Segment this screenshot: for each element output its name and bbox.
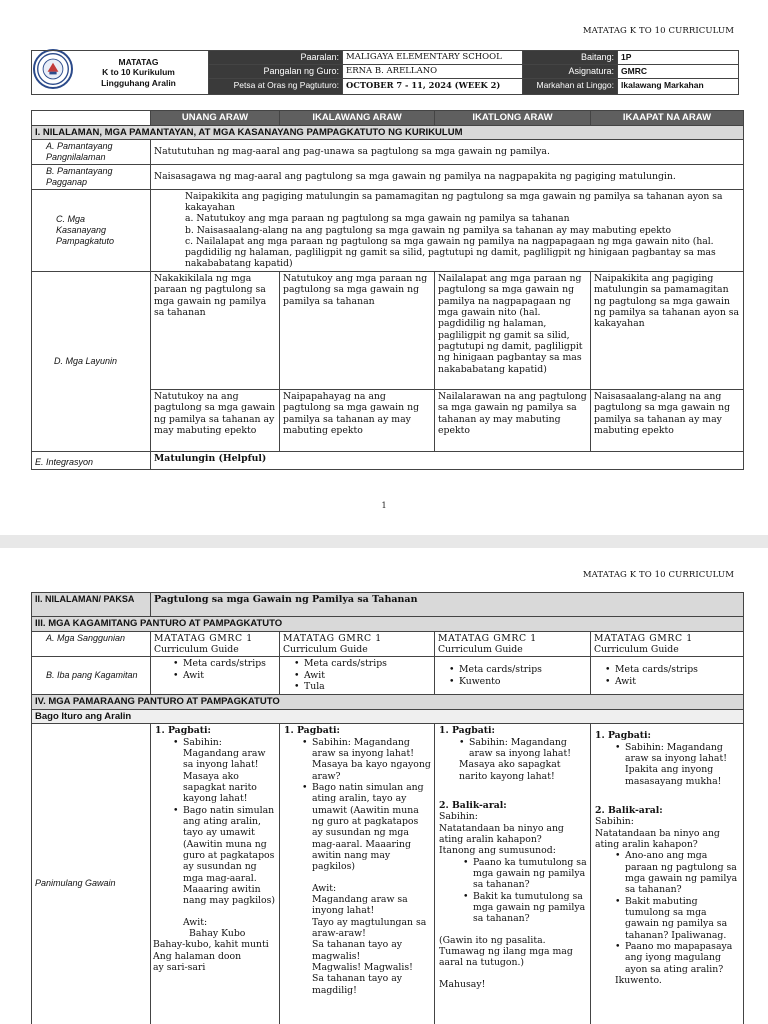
baitang-label: Baitang: bbox=[523, 51, 618, 65]
pamantayang-pagganap-text: Naisasagawa ng mag-aaral ang pagtulong sa mga gawain ng pamilya na nagpapakita ng pagiging matulungin. bbox=[151, 165, 744, 190]
page-2 bbox=[0, 548, 768, 1024]
curriculum-header: MATATAG K TO 10 CURRICULUM bbox=[582, 26, 734, 36]
kagamitan-1 bbox=[151, 657, 280, 695]
paaralan-label: Paaralan: bbox=[209, 51, 343, 65]
day-header-2: IKALAWANG ARAW bbox=[280, 111, 435, 126]
list-item: • Sabihin: Magandang araw sa inyong lahat! Masaya ba kayo ngayong araw? bbox=[302, 737, 431, 782]
kagamitan-4 bbox=[591, 657, 744, 695]
lesson-title-block: MATATAG K to 10 Kurikulum Lingguhang Aralin bbox=[32, 51, 209, 95]
list-item: • Bago natin simulan ang ating aralin, tayo ay umawit (Aawitin muna ng guro at pagkatapos ay susundan ng mga mag-aaral. Maaaring awitin nang may pagkilos) bbox=[173, 805, 276, 907]
panimula-day2: 1. Pagbati: • Sabihin: Magandang araw sa inyong lahat! Masaya ba kayo ngayong araw? • Bago natin simulan ang ating aralin, tayo ay umawit (Aawitin muna ng guro at pagkatapos ay susundan ng mga mag-aaral. Maaaring awitin nang may pagkilos) Awit: Magandang araw sa inyong lahat! Tayo ay magtulungan sa araw-araw! Sa tahanan tayo ay magwalis! Magwalis! Magwalis! Sa tahanan tayo ay magdilig! bbox=[280, 724, 435, 1024]
list-item: • Sabihin: Magandang araw sa inyong lahat! Masaya ako sapagkat narito kayong lahat! bbox=[173, 737, 276, 805]
day-header-1: UNANG ARAW bbox=[151, 111, 280, 126]
list-item: • Meta cards/strips bbox=[294, 658, 431, 669]
panimula-day4: 1. Pagbati: • Sabihin: Magandang araw sa inyong lahat! Ipakita ang inyong masasayang mukha! 2. Balik-aral: Sabihin: Natatandaan ba ninyo ang ating aralin kahapon? • Ano-ano ang mga paraan ng pagtulong sa mga gawain ng pamilya sa tahanan? • Bakit mabuting tumulong sa mga gawain ng pamilya sa tahanan? Ipaliwanag. • Paano mo mapapasaya ang iyong magulang ayon sa ating aralin? Ikuwento. bbox=[591, 724, 744, 1024]
paaralan-value: MALIGAYA ELEMENTARY SCHOOL bbox=[343, 51, 523, 65]
layunin-4b: Naisasaalang-alang na ang pagtulong sa mga gawain ng pamilya sa tahanan ay may mabuting epekto bbox=[591, 390, 744, 452]
section3-title: III. MGA KAGAMITANG PANTURO AT PAMPAGKATUTO bbox=[32, 617, 744, 632]
list-item: • Bakit ka tumutulong sa mga gawain ng pamilya sa tahanan? bbox=[463, 891, 587, 925]
layunin-3a: Nailalapat ang mga paraan ng pagtulong sa mga gawain ng pamilya na nagpapagaan ng mga gawain nito (hal. pagdidilig ng halaman, pagliligpit ng gamit sa silid, pagtutupi ng damit, pagliligpit ng hinigaan pagbantay sa mas nakababatang kapatid) bbox=[435, 272, 591, 390]
kasanayang-label: C. Mga Kasanayang Pampagkatuto bbox=[32, 190, 151, 272]
kasanayang-text: Naipakikita ang pagiging matulungin sa pamamagitan ng pagtulong sa mga gawain ng pamilya sa tahanan ayon sa kakayahan a. Natutukoy ang mga paraan ng pagtulong sa mga gawain ng pamilya sa tahanan b. Naisasaalang-alang na ang pagtulong sa mga gawain ng pamilya sa tahanan ay may mabuting epekto c. Nailalapat ang mga paraan ng pagtulong sa mga gawain ng pamilya na nagpapagaan ng mga gawain nito (hal. pagdidilig ng halaman, pagliligpit ng gamit sa silid, pagtutupi ng damit, pagliligpit ng hinigaan pagbantay sa mas nakababatang kapatid) bbox=[151, 190, 744, 272]
pamantayang-pangnilalaman-label: A. Pamantayang Pangnilalaman bbox=[32, 140, 151, 165]
petsa-label: Petsa at Oras ng Pagtuturo: bbox=[209, 78, 343, 94]
kagamitan-3 bbox=[435, 657, 591, 695]
markahan-value: Ikalawang Markahan bbox=[618, 78, 739, 94]
asignatura-label: Asignatura: bbox=[523, 64, 618, 78]
baitang-value: 1P bbox=[618, 51, 739, 65]
layunin-4a: Naipakikita ang pagiging matulungin sa pamamagitan ng pagtulong sa mga gawain ng pamilya sa tahanan ayon sa kakayahan bbox=[591, 272, 744, 390]
layunin-2a: Natutukoy ang mga paraan ng pagtulong sa mga gawain ng pamilya sa tahanan bbox=[280, 272, 435, 390]
asignatura-value: GMRC bbox=[618, 64, 739, 78]
layunin-2b: Naipapahayag na ang pagtulong sa mga gawain ng pamilya sa tahanan ay may mabuting epekto bbox=[280, 390, 435, 452]
list-item: • Awit bbox=[173, 670, 276, 681]
day-header-4: IKAAPAT NA ARAW bbox=[591, 111, 744, 126]
section4-title: IV. MGA PAMARAANG PANTURO AT PAMPAGKATUTO bbox=[32, 695, 744, 710]
list-item: • Awit bbox=[605, 676, 740, 687]
list-item: • Awit bbox=[294, 670, 431, 681]
section4-subtitle: Bago Ituro ang Aralin bbox=[32, 709, 744, 724]
layunin-1b: Natutukoy na ang pagtulong sa mga gawain ng pamilya sa tahanan ay may mabuting epekto bbox=[151, 390, 280, 452]
kagamitan-2 bbox=[280, 657, 435, 695]
panimula-day1: 1. Pagbati: • Sabihin: Magandang araw sa inyong lahat! Masaya ako sapagkat narito kayong lahat! • Bago natin simulan ang ating aralin, tayo ay umawit (Aawitin muna ng guro at pagkatapos ay susundan ng mga mag-aaral. Maaaring awitin nang may pagkilos) Awit: Bahay Kubo Bahay-kubo, kahit munti Ang halaman doon ay sari-sari bbox=[151, 724, 280, 1024]
list-item: • Bakit mabuting tumulong sa mga gawain ng pamilya sa tahanan? Ipaliwanag. bbox=[615, 896, 740, 941]
pamantayang-pangnilalaman-text: Natututuhan ng mag-aaral ang pag-unawa sa pagtulong sa mga gawain ng pamilya. bbox=[151, 140, 744, 165]
list-item: • Tula bbox=[294, 681, 431, 692]
list-item: • Paano mo mapapasaya ang iyong magulang ayon sa ating aralin? bbox=[615, 941, 740, 975]
panimula-day3: 1. Pagbati: • Sabihin: Magandang araw sa inyong lahat! Masaya ako sapagkat narito kayong lahat! 2. Balik-aral: Sabihin: Natatandaan ba ninyo ang ating aralin kahapon? Itanong ang sumusunod: • Paano ka tumutulong sa mga gawain ng pamilya sa tahanan? • Bakit ka tumutulong sa mga gawain ng pamilya sa tahanan? (Gawin ito ng pasalita. Tumawag ng ilang mga mag aaral na tutugon.) Mahusay! bbox=[435, 724, 591, 1024]
section2-4-table bbox=[31, 592, 744, 1024]
corner-cell bbox=[32, 111, 151, 126]
page-number: 1 bbox=[381, 501, 387, 510]
sanggunian-1: MATATAG GMRC 1 Curriculum Guide bbox=[151, 631, 280, 657]
guro-label: Pangalan ng Guro: bbox=[209, 64, 343, 78]
sanggunian-3: MATATAG GMRC 1 Curriculum Guide bbox=[435, 631, 591, 657]
list-item: • Ano-ano ang mga paraan ng pagtulong sa mga gawain ng pamilya sa tahanan? bbox=[615, 850, 740, 895]
nilalaman-label: II. NILALAMAN/ PAKSA bbox=[32, 593, 151, 617]
list-item: • Sabihin: Magandang araw sa inyong lahat! bbox=[459, 737, 587, 760]
section1-table bbox=[31, 110, 744, 470]
sanggunian-4: MATATAG GMRC 1 Curriculum Guide bbox=[591, 631, 744, 657]
nilalaman-text: Pagtulong sa mga Gawain ng Pamilya sa Tahanan bbox=[151, 593, 744, 617]
petsa-value: OCTOBER 7 - 11, 2024 (WEEK 2) bbox=[343, 78, 523, 94]
panimulang-gawain-label: Panimulang Gawain bbox=[32, 724, 151, 1024]
list-item: • Bago natin simulan ang ating aralin, tayo ay umawit (Aawitin muna ng guro at pagkatapos ay susundan ng mga mag-aaral. Maaaring awitin nang may pagkilos) bbox=[302, 782, 431, 873]
list-item: • Kuwento bbox=[449, 676, 587, 687]
section1-title: I. NILALAMAN, MGA PAMANTAYAN, AT MGA KASANAYANG PAMPAGKATUTO NG KURIKULUM bbox=[32, 125, 744, 140]
curriculum-header-2: MATATAG K TO 10 CURRICULUM bbox=[582, 570, 734, 580]
list-item: • Meta cards/strips bbox=[173, 658, 276, 669]
layunin-1a: Nakakikilala ng mga paraan ng pagtulong sa mga gawain ng pamilya sa tahanan bbox=[151, 272, 280, 390]
markahan-label: Markahan at Linggo: bbox=[523, 78, 618, 94]
mga-layunin-label: D. Mga Layunin bbox=[32, 272, 151, 452]
kagamitan-label: B. Iba pang Kagamitan bbox=[32, 657, 151, 695]
pamantayang-pagganap-label: B. Pamantayang Pagganap bbox=[32, 165, 151, 190]
list-item: • Meta cards/strips bbox=[449, 664, 587, 675]
sanggunian-label: A. Mga Sanggunian bbox=[32, 631, 151, 657]
info-table bbox=[31, 50, 739, 95]
list-item: • Sabihin: Magandang araw sa inyong lahat! Ipakita ang inyong masasayang mukha! bbox=[615, 742, 740, 787]
list-item: • Meta cards/strips bbox=[605, 664, 740, 675]
integrasyon-label: E. Integrasyon bbox=[32, 452, 151, 470]
sanggunian-2: MATATAG GMRC 1 Curriculum Guide bbox=[280, 631, 435, 657]
guro-value: ERNA B. ARELLANO bbox=[343, 64, 523, 78]
list-item: • Paano ka tumutulong sa mga gawain ng pamilya sa tahanan? bbox=[463, 857, 587, 891]
layunin-3b: Nailalarawan na ang pagtulong sa mga gawain ng pamilya sa tahanan ay may mabuting epekto bbox=[435, 390, 591, 452]
integrasyon-text: Matulungin (Helpful) bbox=[151, 452, 744, 470]
day-header-3: IKATLONG ARAW bbox=[435, 111, 591, 126]
